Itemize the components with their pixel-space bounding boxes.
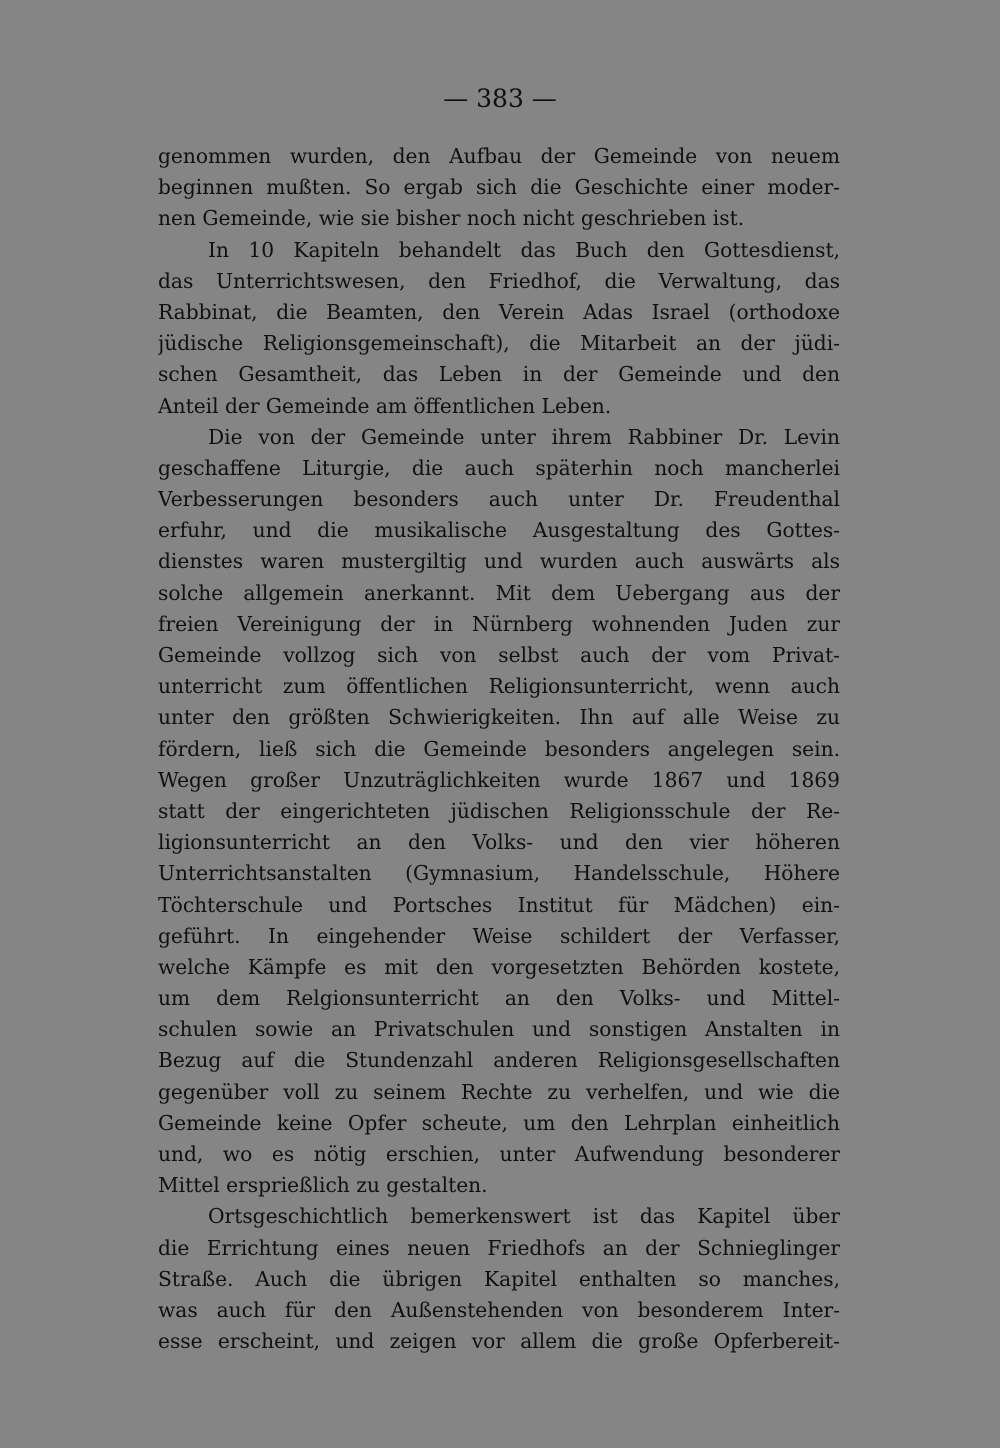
text-line: geführt. In eingehender Weise schildert der Verfasser, [158,923,840,948]
text-line: das Unterrichtswesen, den Friedhof, die Verwaltung, das [158,268,840,293]
text-line: schulen sowie an Privatschulen und sonstigen Anstalten in [158,1017,840,1042]
paragraph [158,141,840,235]
text-line: Rabbinat, die Beamten, den Verein Adas Israel (orthodoxe [158,299,840,324]
text-line: statt der eingerichteten jüdischen Religionsschule der Re- [158,798,840,823]
body-text [158,141,840,1357]
text-line: Gemeinde keine Opfer scheute, um den Lehrplan einheitlich [158,1110,840,1135]
text-line: gegenüber voll zu seinem Rechte zu verhelfen, und wie die [158,1079,840,1104]
text-line: die Errichtung eines neuen Friedhofs an der Schnieglinger [158,1235,840,1260]
text-line: erfuhr, und die musikalische Ausgestaltung des Gottes- [158,518,840,543]
text-line: was auch für den Außenstehenden von besonderem Inter- [158,1297,840,1322]
text-line: ligionsunterricht an den Volks- und den vier höheren [158,830,840,855]
text-line: Gemeinde vollzog sich von selbst auch der vom Privat- [158,643,840,667]
text-line: freien Vereinigung der in Nürnberg wohnenden Juden zur [158,611,840,636]
text-line: um dem Relgionsunterricht an den Volks- und Mittel- [158,986,840,1011]
text-line: Anteil der Gemeinde am öffentlichen Leben. [158,393,612,418]
text-line: Verbesserungen besonders auch unter Dr. Freudenthal [158,487,840,512]
text-line: Töchterschule und Portsches Institut für Mädchen) ein- [158,892,840,917]
text-line: esse erscheint, und zeigen vor allem die große Opferbereit- [158,1329,840,1354]
text-line: schen Gesamtheit, das Leben in der Gemeinde und den [158,362,840,387]
text-line: unter den größten Schwierigkeiten. Ihn auf alle Weise zu [158,705,840,730]
paragraph [158,235,840,422]
text-line: welche Kämpfe es mit den vorgesetzten Behörden kostete, [158,954,840,979]
text-line: genommen wurden, den Aufbau der Gemeinde von neuem [158,144,840,168]
text-line: solche allgemein anerkannt. Mit dem Uebergang aus der [158,580,840,605]
text-line: Mittel ersprießlich zu gestalten. [158,1173,488,1198]
text-line: geschaffene Liturgie, die auch späterhin noch mancherlei [158,455,840,480]
text-line: Straße. Auch die übrigen Kapitel enthalten so manches, [158,1266,840,1291]
text-line: fördern, ließ sich die Gemeinde besonders angelegen sein. [158,736,840,761]
text-line: Bezug auf die Stundenzahl anderen Religionsgesellschaften [158,1048,840,1073]
paragraph [158,422,840,1202]
text-line: Die von der Gemeinde unter ihrem Rabbiner Dr. Levin [208,424,840,449]
text-line: Wegen großer Unzuträglichkeiten wurde 1867 und 1869 [158,767,840,792]
text-line: Ortsgeschichtlich bemerkenswert ist das Kapitel über [208,1204,840,1229]
paragraph [158,1201,840,1357]
text-line: jüdische Religionsgemeinschaft), die Mitarbeit an der jüdi- [158,331,840,356]
page-number: — 383 — [443,84,557,113]
text-line: dienstes waren mustergiltig und wurden auch auswärts als [158,549,840,574]
text-line: Unterrichtsanstalten (Gymnasium, Handelsschule, Höhere [158,861,840,886]
text-line: und, wo es nötig erschien, unter Aufwendung besonderer [158,1142,840,1166]
text-line: nen Gemeinde, wie sie bisher noch nicht geschrieben ist. [158,206,745,231]
text-line: In 10 Kapiteln behandelt das Buch den Gottesdienst, [208,237,840,262]
text-line: beginnen mußten. So ergab sich die Geschichte einer moder- [158,175,840,200]
text-line: unterricht zum öffentlichen Religionsunterricht, wenn auch [158,674,840,699]
